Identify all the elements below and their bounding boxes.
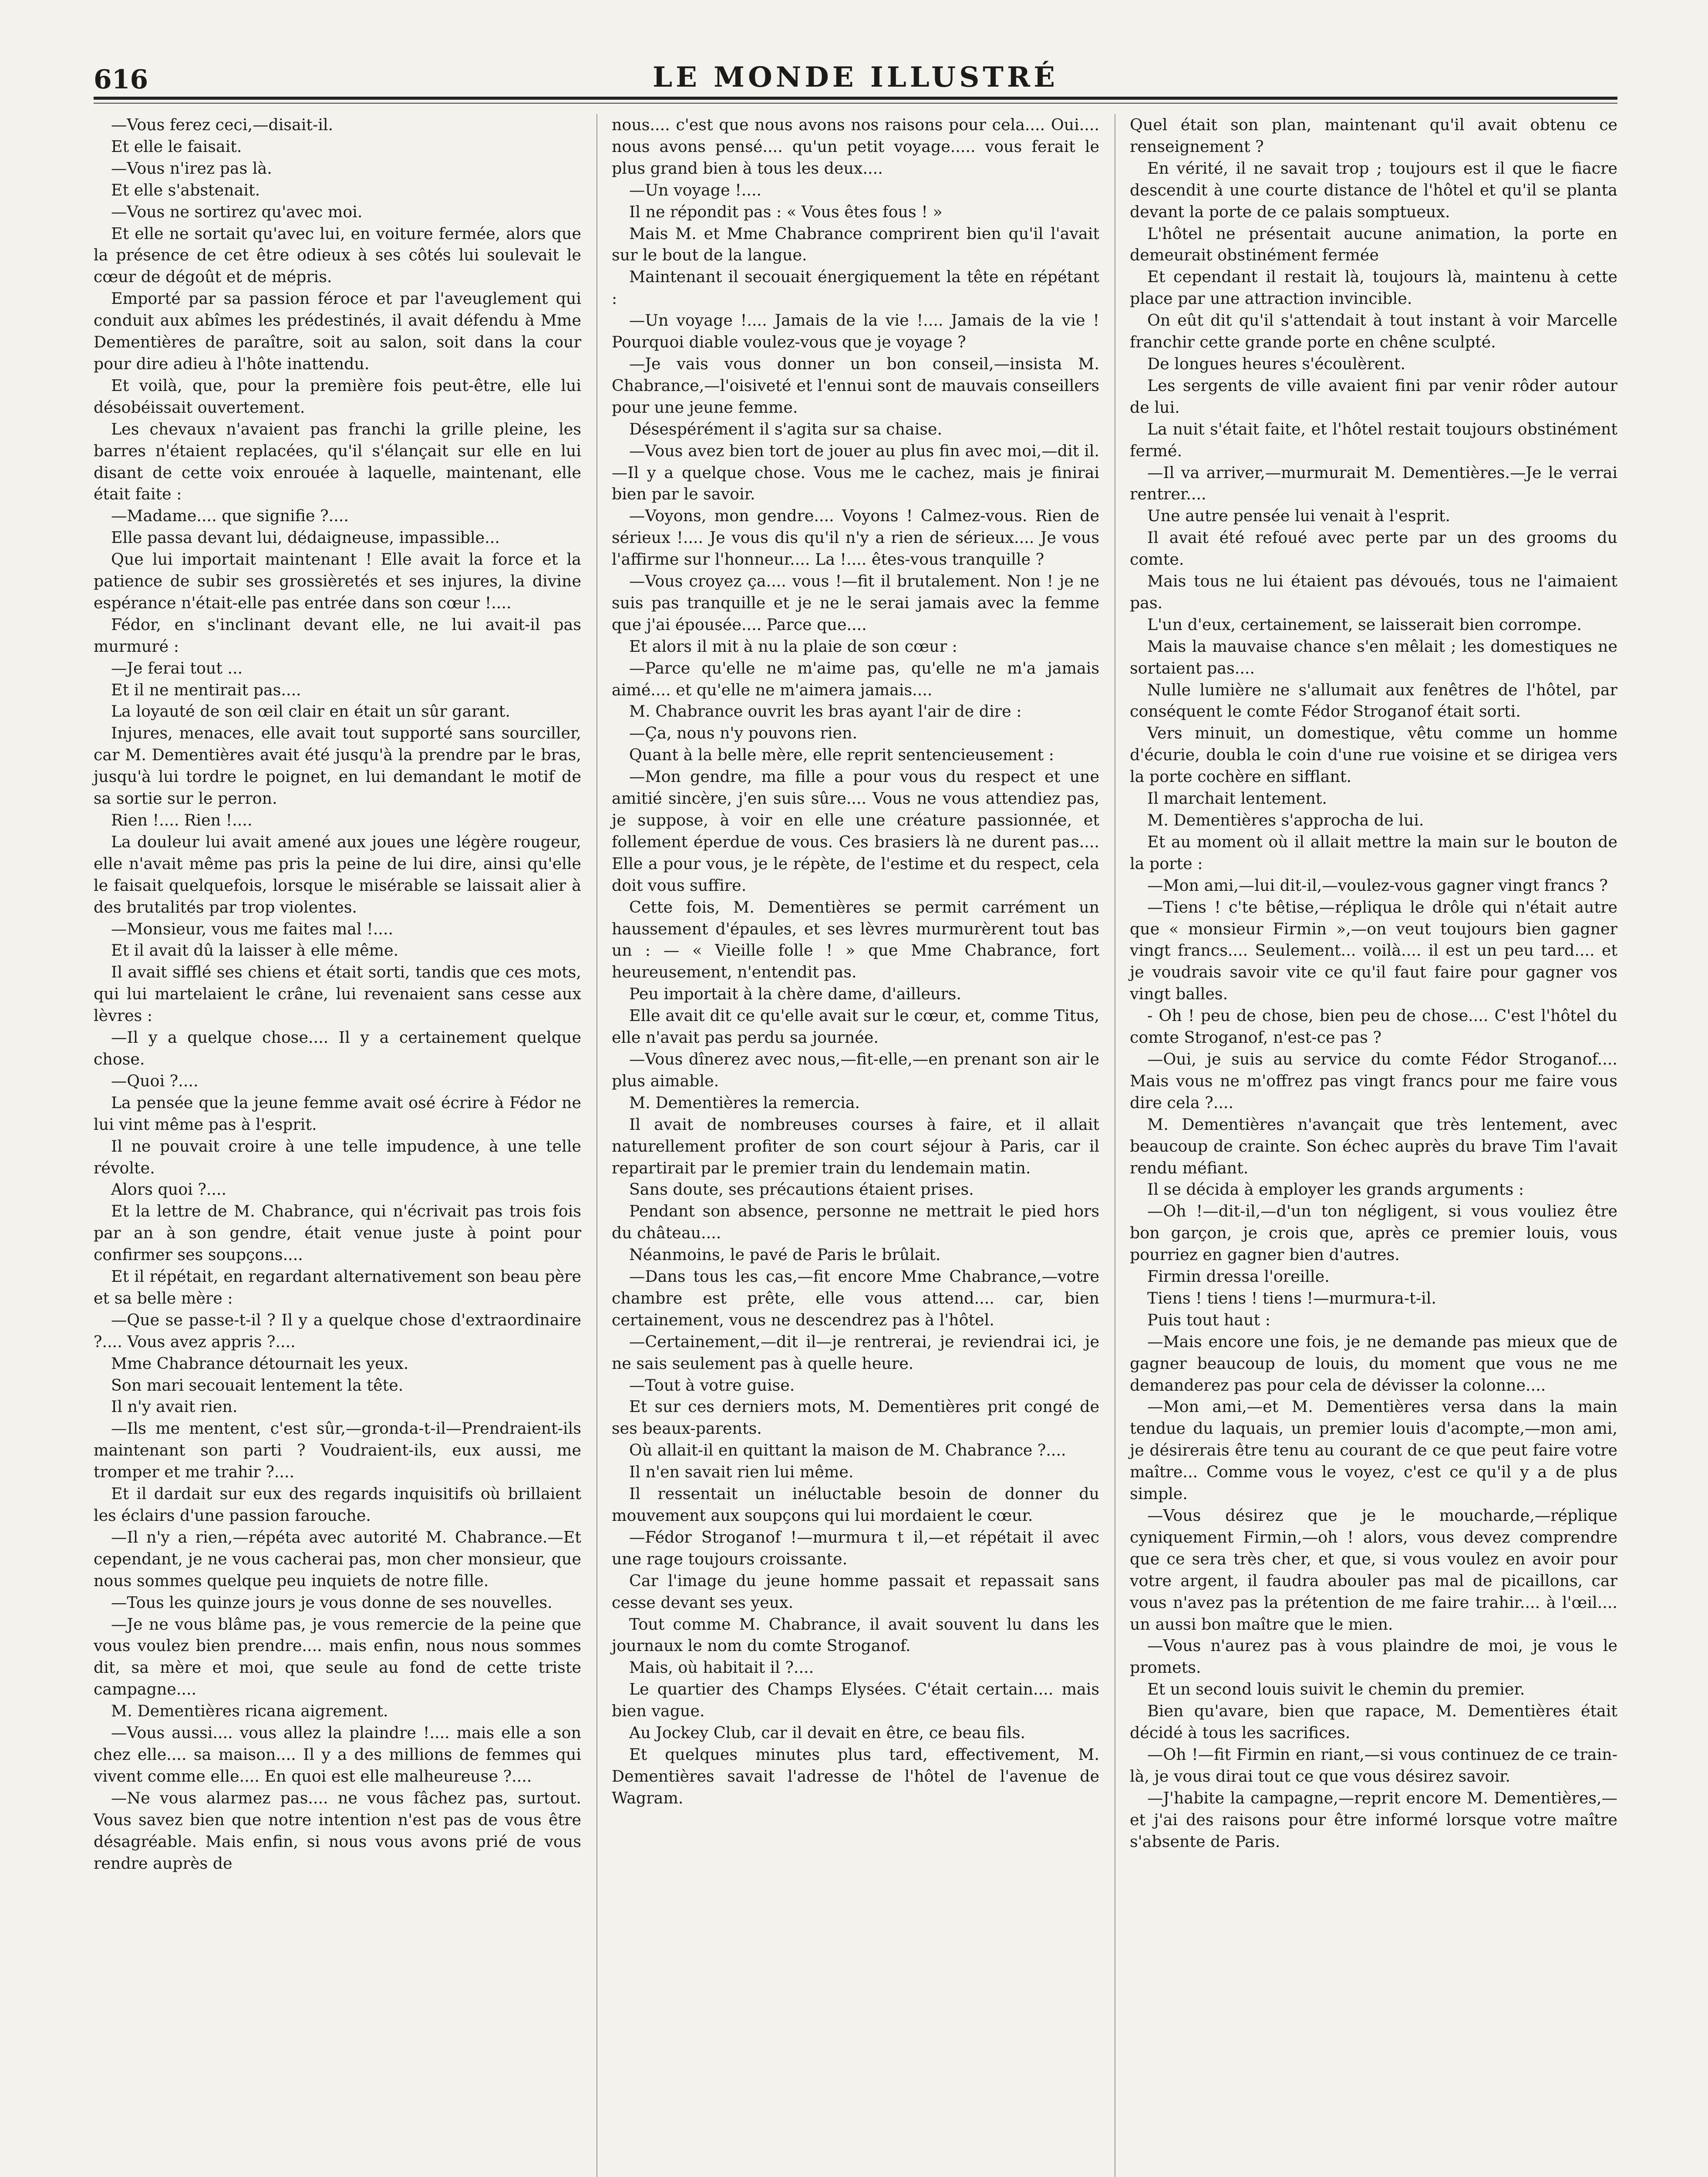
paragraph: Et la lettre de M. Chabrance, qui n'écrivait pas trois fois par an à son gendre, était venue juste à point pour confirmer ses soupçons....: [94, 1202, 581, 1264]
paragraph: Il avait été refoué avec perte par un des grooms du comte.: [1130, 528, 1617, 569]
paragraph: Firmin dressa l'oreille.: [1147, 1267, 1330, 1286]
paragraph: —Tous les quinze jours je vous donne de ses nouvelles.: [111, 1593, 552, 1612]
paragraph: Il ne pouvait croire à une telle impudence, à une telle révolte.: [94, 1136, 581, 1177]
paragraph: —Mon ami,—lui dit-il,—voulez-vous gagner vingt francs ?: [1147, 876, 1608, 895]
text-column-1: [94, 114, 581, 1874]
paragraph: —Voyons, mon gendre.... Voyons ! Calmez-vous. Rien de sérieux !.... Je vous dis qu'il n'y a rien de sérieux.... Je vous l'affirme sur l'honneur.... La !.... êtes-vous tranquille ?: [612, 506, 1099, 569]
paragraph: —Vous n'irez pas là.: [111, 158, 272, 178]
paragraph: Et voilà, que, pour la première fois peut-être, elle lui désobéissait ouvertement.: [94, 376, 581, 417]
paragraph: —Oh !—dit-il,—d'un ton négligent, si vous vouliez être bon garçon, je crois que, après ce premier louis, vous pourriez en gagner bien d'autres.: [1130, 1202, 1617, 1264]
paragraph: Et au moment où il allait mettre la main sur le bouton de la porte :: [1130, 832, 1617, 873]
paragraph: —Vous croyez ça.... vous !—fit il brutalement. Non ! je ne suis pas tranquille et je ne le serai jamais avec la femme que j'ai épousée.... Parce que....: [612, 572, 1099, 634]
paragraph: —Mais encore une fois, je ne demande pas mieux que de gagner beaucoup de louis, du moment que vous ne me demanderez pas pour cela de dévisser la colonne....: [1130, 1332, 1617, 1395]
paragraph: Il marchait lentement.: [1147, 789, 1327, 808]
paragraph: Fédor, en s'inclinant devant elle, ne lui avait-il pas murmuré :: [94, 615, 581, 656]
paragraph: Et elle ne sortait qu'avec lui, en voiture fermée, alors que la présence de cet être odieux à ses côtés lui soulevait le cœur de dégoût et de mépris.: [94, 224, 581, 286]
paragraph: —Parce qu'elle ne m'aime pas, qu'elle ne m'a jamais aimé.... et qu'elle ne m'aimera jamais....: [612, 658, 1099, 699]
paragraph: La douleur lui avait amené aux joues une légère rougeur, elle n'avait même pas pris la peine de lui dire, ainsi qu'elle le faisait quelquefois, lorsque le misérable se laissait alier à des brutalités par trop violentes.: [94, 832, 581, 917]
paragraph: —Certainement,—dit il—je rentrerai, je reviendrai ici, je ne sais seulement pas à quelle heure.: [612, 1332, 1099, 1373]
paragraph: —Vous aussi.... vous allez la plaindre !.... mais elle a son chez elle.... sa maison.... Il y a des millions de femmes qui vivent comme elle.... En quoi est elle malheureuse ?....: [94, 1723, 581, 1786]
paragraph: M. Dementières la remercia.: [629, 1093, 860, 1112]
paragraph: —Oh !—fit Firmin en riant,—si vous continuez de ce train-là, je vous dirai tout ce que vous désirez savoir.: [1130, 1745, 1617, 1786]
paragraph: —Vous n'aurez pas à vous plaindre de moi, je vous le promets.: [1130, 1636, 1617, 1677]
paragraph: On eût dit qu'il s'attendait à tout instant à voir Marcelle franchir cette grande porte en chêne sculpté.: [1130, 311, 1617, 352]
paragraph: La nuit s'était faite, et l'hôtel restait toujours obstinément fermé.: [1130, 419, 1617, 460]
paragraph: M. Dementières s'approcha de lui.: [1147, 811, 1424, 829]
paragraph: Et alors il mit à nu la plaie de son cœur :: [629, 637, 957, 656]
paragraph: Et cependant il restait là, toujours là, maintenu à cette place par une attraction invincible.: [1130, 267, 1617, 308]
paragraph: Mais tous ne lui étaient pas dévoués, tous ne l'aimaient pas.: [1130, 572, 1617, 612]
paragraph: Désespérément il s'agita sur sa chaise.: [629, 419, 943, 438]
paragraph: —Je vais vous donner un bon conseil,—insista M. Chabrance,—l'oisiveté et l'ennui sont de mauvais conseillers pour une jeune femme.: [612, 354, 1099, 417]
paragraph: Mais, où habitait il ?....: [629, 1658, 814, 1677]
paragraph: Le quartier des Champs Elysées. C'était certain.... mais bien vague.: [612, 1680, 1099, 1721]
paragraph: M. Chabrance ouvrit les bras ayant l'air de dire :: [629, 702, 1022, 721]
paragraph: —Un voyage !....: [629, 180, 762, 199]
text-column-3: [1130, 114, 1617, 1853]
paragraph: Les sergents de ville avaient fini par venir rôder autour de lui.: [1130, 376, 1617, 417]
paragraph: Mais M. et Mme Chabrance comprirent bien qu'il l'avait sur le bout de la langue.: [612, 224, 1099, 265]
paragraph: Au Jockey Club, car il devait en être, ce beau fils.: [629, 1723, 1025, 1742]
paragraph: —J'habite la campagne,—reprit encore M. Dementières,—et j'ai des raisons pour être informé lorsque votre maître s'absente de Paris.: [1130, 1788, 1617, 1851]
paragraph: Il avait de nombreuses courses à faire, et il allait naturellement profiter de son court séjour à Paris, car il repartirait par le premier train du lendemain matin.: [612, 1115, 1099, 1177]
paragraph: Et il avait dû la laisser à elle même.: [111, 941, 399, 960]
paragraph: Injures, menaces, elle avait tout supporté sans sourciller, car M. Dementières avait été jusqu'à la prendre par le bras, jusqu'à lui tordre le poignet, en lui demandant le motif de sa sortie sur le perron.: [94, 724, 581, 808]
paragraph: Mais la mauvaise chance s'en mêlait ; les domestiques ne sortaient pas....: [1130, 637, 1617, 677]
paragraph: Il ressentait un inéluctable besoin de donner du mouvement aux soupçons qui lui mordaient le cœur.: [612, 1484, 1099, 1525]
paragraph: Et elle le faisait.: [111, 137, 242, 156]
paragraph: Peu importait à la chère dame, d'ailleurs.: [629, 984, 961, 1004]
paragraph: Mme Chabrance détournait les yeux.: [111, 1354, 409, 1373]
paragraph: Alors quoi ?....: [111, 1180, 227, 1199]
paragraph: —Vous ne sortirez qu'avec moi.: [111, 202, 363, 221]
paragraph: Bien qu'avare, bien que rapace, M. Dementières était décidé à tous les sacrifices.: [1130, 1702, 1617, 1742]
paragraph: Car l'image du jeune homme passait et repassait sans cesse devant ses yeux.: [612, 1571, 1099, 1612]
paragraph: Et il dardait sur eux des regards inquisitifs où brillaient les éclairs d'une passion farouche.: [94, 1484, 581, 1525]
paragraph: —Ils me mentent, c'est sûr,—gronda-t-il—Prendraient-ils maintenant son parti ? Voudraient-ils, eux aussi, me tromper et me trahir ?....: [94, 1419, 581, 1482]
paragraph: Et il ne mentirait pas....: [111, 680, 301, 699]
paragraph: —Je ferai tout ...: [111, 658, 243, 677]
paragraph: Elle avait dit ce qu'elle avait sur le cœur, et, comme Titus, elle n'avait pas perdu sa journée.: [612, 1006, 1099, 1047]
paragraph: —Oui, je suis au service du comte Fédor Stroganof.... Mais vous ne m'offrez pas vingt francs pour me faire vous dire cela ?....: [1130, 1049, 1617, 1112]
paragraph: La loyauté de son œil clair en était un sûr garant.: [111, 702, 510, 721]
journal-title: LE MONDE ILLUSTRÉ: [653, 61, 1058, 94]
paragraph: Quant à la belle mère, elle reprit sentencieusement :: [629, 745, 1054, 765]
paragraph: —Ça, nous n'y pouvons rien.: [629, 724, 858, 743]
paragraph: Il se décida à employer les grands arguments :: [1147, 1180, 1524, 1199]
paragraph: Il n'en savait rien lui même.: [629, 1463, 854, 1482]
paragraph: Tout comme M. Chabrance, il avait souvent lu dans les journaux le nom du comte Stroganof.: [612, 1614, 1099, 1655]
paragraph: —Vous dînerez avec nous,—fit-elle,—en prenant son air le plus aimable.: [612, 1049, 1099, 1090]
paragraph: Maintenant il secouait énergiquement la tête en répétant :: [612, 267, 1099, 308]
paragraph: Une autre pensée lui venait à l'esprit.: [1147, 506, 1451, 526]
paragraph: —Je ne vous blâme pas, je vous remercie de la peine que vous voulez bien prendre.... mais enfin, nous nous sommes dit, sa mère et moi, que seule au fond de cette triste campagne....: [94, 1614, 581, 1699]
paragraph: Nulle lumière ne s'allumait aux fenêtres de l'hôtel, par conséquent le comte Fédor Stroganof était sorti.: [1130, 680, 1617, 721]
paragraph: Son mari secouait lentement la tête.: [111, 1375, 404, 1395]
paragraph: —Il y a quelque chose.... Il y a certainement quelque chose.: [94, 1028, 581, 1068]
paragraph: De longues heures s'écoulèrent.: [1147, 354, 1406, 373]
paragraph: —Vous désirez que je le moucharde,—réplique cyniquement Firmin,—oh ! alors, vous devez comprendre que ce sera très cher, et que, si vous voulez en avoir pour votre argent, il faudra abouler pas mal de picaillons, car vous n'avez pas la prétention de me faire trahir.... à l'œil.... un aussi bon maître que le mien.: [1130, 1506, 1617, 1634]
paragraph: Tiens ! tiens ! tiens !—murmura-t-il.: [1147, 1288, 1436, 1308]
paragraph: —Fédor Stroganof !—murmura t il,—et répétait il avec une rage toujours croissante.: [612, 1527, 1099, 1568]
paragraph: —Dans tous les cas,—fit encore Mme Chabrance,—votre chambre est prête, elle vous attend.... car, bien certainement, vous ne descendrez pas à l'hôtel.: [612, 1267, 1099, 1329]
page-number: 616: [94, 64, 148, 95]
paragraph: Emporté par sa passion féroce et par l'aveuglement qui conduit aux abîmes les prédestinés, il avait défendu à Mme Dementières de paraître, soit au salon, soit dans la cour pour dire adieu à l'hôte inattendu.: [94, 289, 581, 373]
paragraph: —Tout à votre guise.: [629, 1375, 795, 1395]
paragraph: Pendant son absence, personne ne mettrait le pied hors du château....: [612, 1202, 1099, 1243]
paragraph: M. Dementières n'avançait que très lentement, avec beaucoup de crainte. Son échec auprès du brave Tim l'avait rendu méfiant.: [1130, 1115, 1617, 1177]
paragraph: M. Dementières ricana aigrement.: [111, 1702, 388, 1721]
paragraph: L'hôtel ne présentait aucune animation, la porte en demeurait obstinément fermée: [1130, 224, 1617, 265]
paragraph: Sans doute, ses précautions étaient prises.: [629, 1180, 974, 1199]
paragraph: Vers minuit, un domestique, vêtu comme un homme d'écurie, doubla le coin d'une rue voisine et se dirigea vers la porte cochère en sifflant.: [1130, 724, 1617, 786]
paragraph: Quel était son plan, maintenant qu'il avait obtenu ce renseignement ?: [1130, 115, 1617, 156]
paragraph: —Un voyage !.... Jamais de la vie !.... Jamais de la vie ! Pourquoi diable voulez-vous que je voyage ?: [612, 311, 1099, 352]
header-rule-thin: [94, 103, 1617, 104]
paragraph: Puis tout haut :: [1147, 1310, 1270, 1329]
paragraph: Et il répétait, en regardant alternativement son beau père et sa belle mère :: [94, 1267, 581, 1308]
paragraph: L'un d'eux, certainement, se laisserait bien corrompe.: [1147, 615, 1582, 634]
column-separator: [596, 114, 597, 2177]
paragraph: —Mon ami,—et M. Dementières versa dans la main tendue du laquais, un premier louis d'acompte,—mon ami, je désirerais être tenu au courant de ce que peut faire votre maître... Comme vous le voyez, c'est ce qu'il y a de plus simple.: [1130, 1397, 1617, 1503]
paragraph: —Tiens ! c'te bêtise,—répliqua le drôle qui n'était autre que « monsieur Firmin »,—on veut toujours bien gagner vingt francs.... Seulement... voilà.... il est un peu tard.... et je voudrais savoir vite ce qu'il faut faire pour gagner vos vingt balles.: [1130, 897, 1617, 1004]
paragraph: Et sur ces derniers mots, M. Dementières prit congé de ses beaux-parents.: [612, 1397, 1099, 1438]
text-column-2: [612, 114, 1099, 1809]
paragraph: - Oh ! peu de chose, bien peu de chose.... C'est l'hôtel du comte Stroganof, n'est-ce pas ?: [1130, 1006, 1617, 1047]
paragraph: Et quelques minutes plus tard, effectivement, M. Dementières savait l'adresse de l'hôtel de l'avenue de Wagram.: [612, 1745, 1099, 1807]
paragraph: —Madame.... que signifie ?....: [111, 506, 349, 526]
paragraph: —Monsieur, vous me faites mal !....: [111, 919, 394, 938]
paragraph: Et un second louis suivit le chemin du premier.: [1147, 1680, 1525, 1699]
paragraph: La pensée que la jeune femme avait osé écrire à Fédor ne lui vint même pas à l'esprit.: [94, 1093, 581, 1134]
paragraph: —Mon gendre, ma fille a pour vous du respect et une amitié sincère, j'en suis sûre.... Vous ne vous attendiez pas, je suppose, à voir en elle une créature passionnée, et follement éperdue de vous. Ces brasiers là ne durent pas.... Elle a pour vous, je le répète, de l'estime et du respect, cela doit vous suffire.: [612, 767, 1099, 895]
paragraph: —Il n'y a rien,—répéta avec autorité M. Chabrance.—Et cependant, je ne vous cacherai pas, mon cher monsieur, que nous sommes quelque peu inquiets de notre fille.: [94, 1527, 581, 1590]
paragraph: —Que se passe-t-il ? Il y a quelque chose d'extraordinaire ?.... Vous avez appris ?....: [94, 1310, 581, 1351]
paragraph: Et elle s'abstenait.: [111, 180, 260, 199]
paragraph: Rien !.... Rien !....: [111, 811, 253, 829]
paragraph: nous.... c'est que nous avons nos raisons pour cela.... Oui.... nous avons pensé.... qu'un petit voyage..... vous ferait le plus grand bien à tous les deux....: [612, 115, 1099, 178]
paragraph: Néanmoins, le pavé de Paris le brûlait.: [629, 1245, 941, 1264]
paragraph: En vérité, il ne savait trop ; toujours est il que le fiacre descendit à une courte distance de l'hôtel et qu'il se planta devant la porte de ce palais somptueux.: [1130, 158, 1617, 221]
paragraph: Où allait-il en quittant la maison de M. Chabrance ?....: [629, 1441, 1066, 1460]
paragraph: —Vous ferez ceci,—disait-il.: [111, 115, 334, 134]
paragraph: Que lui importait maintenant ! Elle avait la force et la patience de subir ses grossièretés et ses injures, la divine espérance n'était-elle pas entrée dans son cœur !....: [94, 550, 581, 612]
paragraph: Les chevaux n'avaient pas franchi la grille pleine, les barres n'étaient replacées, qu'il s'élançait sur elle en lui disant de cette voix enrouée à laquelle, maintenant, elle était faite :: [94, 419, 581, 504]
paragraph: Cette fois, M. Dementières se permit carrément un haussement d'épaules, et ses lèvres murmurèrent tout bas un : — « Vieille folle ! » que Mme Chabrance, fort heureusement, n'entendit pas.: [612, 897, 1099, 982]
paragraph: Elle passa devant lui, dédaigneuse, impassible...: [111, 528, 500, 547]
paragraph: —Quoi ?....: [111, 1071, 199, 1090]
paragraph: —Ne vous alarmez pas.... ne vous fâchez pas, surtout. Vous savez bien que notre intention n'est pas de vous être désagréable. Mais enfin, si nous vous avons prié de vous rendre auprès de: [94, 1788, 581, 1873]
paragraph: Il ne répondit pas : « Vous êtes fous ! »: [629, 202, 943, 221]
paragraph: Il n'y avait rien.: [111, 1397, 238, 1416]
header-rule: [94, 97, 1617, 100]
paragraph: —Vous avez bien tort de jouer au plus fin avec moi,—dit il.—Il y a quelque chose. Vous me le cachez, mais je finirai bien par le savoir.: [612, 441, 1099, 504]
paragraph: Il avait sifflé ses chiens et était sorti, tandis que ces mots, qui lui martelaient le crâne, lui revenaient sans cesse aux lèvres :: [94, 963, 581, 1025]
paragraph: —Il va arriver,—murmurait M. Dementières.—Je le verrai rentrer....: [1130, 463, 1617, 504]
